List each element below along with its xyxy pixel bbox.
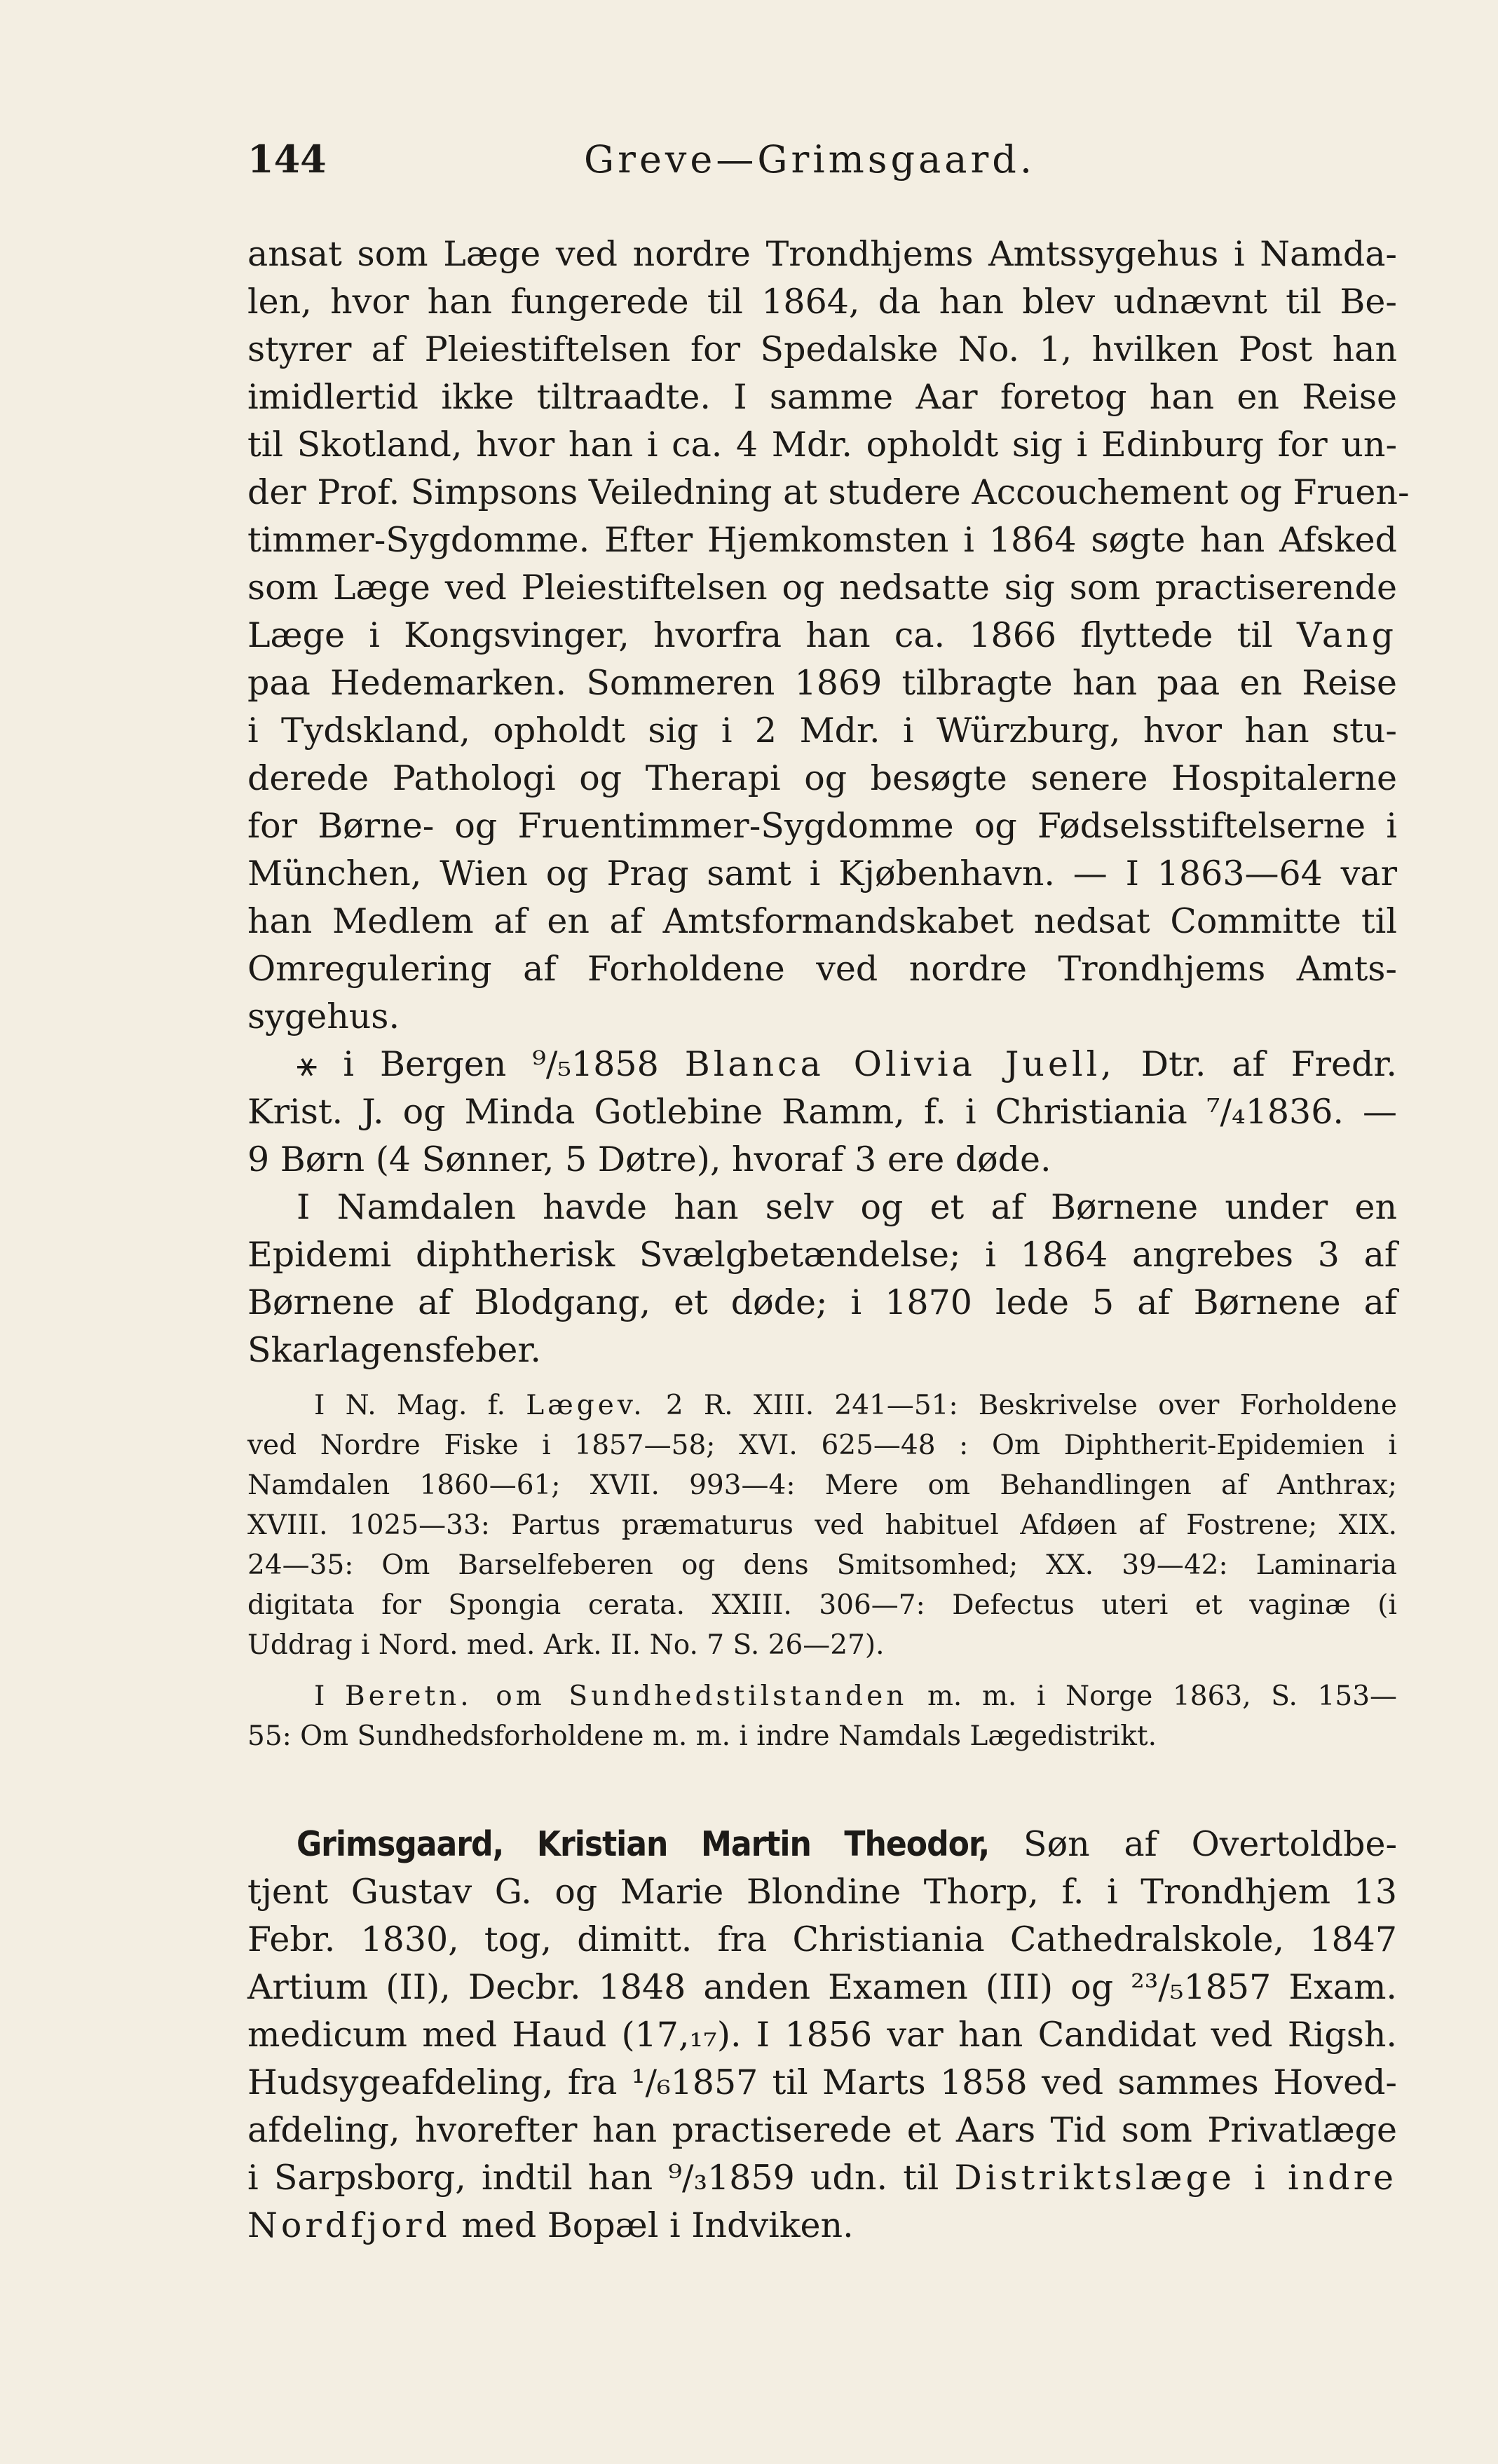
paragraph-marriage	[247, 1041, 1397, 1184]
text-line: Omregulering af Forholdene ved nordre Trondhjems Amts-	[247, 949, 1397, 989]
text-line: for Børne- og Fruentimmer-Sygdomme og Fødselsstiftelserne i	[247, 806, 1397, 846]
page-header	[247, 137, 1397, 182]
text-line: Hudsygeafdeling, fra ¹/₆1857 til Marts 1858 ved sammes Hoved-	[247, 2062, 1397, 2102]
text-line: Febr. 1830, tog, dimitt. fra Christiania Cathedralskole, 1847	[247, 1919, 1397, 1959]
running-head: Greve—Grimsgaard.	[584, 137, 1036, 182]
text-line: Skarlagensfeber.	[247, 1330, 541, 1370]
text-line: imidlertid ikke tiltraadte. I samme Aar foretog han en Reise	[247, 377, 1397, 417]
text-line: Børnene af Blodgang, et døde; i 1870 lede 5 af Børnene af	[247, 1282, 1397, 1322]
reference-line	[247, 1676, 1397, 1716]
text-line: medicum med Haud (17,₁₇). I 1856 var han Candidat ved Rigsh.	[247, 2015, 1397, 2055]
text-line: styrer af Pleiestiftelsen for Spedalske No. 1, hvilken Post han	[247, 329, 1397, 369]
text-line	[247, 1821, 1397, 1868]
entry-grimsgaard	[247, 1821, 1397, 2250]
spacer	[247, 1374, 1397, 1385]
reference-line: ved Nordre Fiske i 1857—58; XVI. 625—48 : Om Diphtherit-Epidemien i	[247, 1430, 1397, 1461]
spacer	[247, 1756, 1397, 1821]
marriage-symbol: ⚹	[297, 1044, 318, 1084]
report-title: Beretn. om Sundhedstilstanden	[345, 1681, 908, 1712]
ref-text: I	[314, 1681, 325, 1712]
text-line: len, hvor han fungerede til 1864, da han blev udnævnt til Be-	[247, 282, 1397, 322]
text-line: paa Hedemarken. Sommeren 1869 tilbragte han paa en Reise	[247, 663, 1397, 703]
reference-line: 24—35: Om Barselfeberen og dens Smitsomhed; XX. 39—42: Laminaria	[247, 1549, 1397, 1581]
text-line	[247, 1041, 1397, 1088]
spouse-name: Blanca Olivia Juell,	[684, 1044, 1115, 1084]
text-line: München, Wien og Prag samt i Kjøbenhavn. — I 1863—64 var	[247, 854, 1397, 894]
text-line: der Prof. Simpsons Veiledning at studere Accouchement og Fruen-	[247, 472, 1410, 512]
line-text: i Bergen	[343, 1044, 507, 1084]
line-text: Læge i Kongsvinger, hvorfra han ca. 1866 flyttede til	[247, 615, 1273, 655]
text-line: 9 Børn (4 Sønner, 5 Døtre), hvoraf 3 ere døde.	[247, 1139, 1051, 1179]
marriage-date: ⁹/₅1858	[532, 1044, 659, 1084]
office-title: Distriktslæge i indre	[954, 2158, 1397, 2198]
text-line	[247, 2202, 1397, 2250]
entry-heading-name: Grimsgaard, Kristian Martin Theodor,	[297, 1824, 990, 1864]
page-number: 144	[247, 137, 327, 182]
line-text: Søn af Overtoldbe-	[1023, 1824, 1397, 1864]
text-line: timmer-Sygdomme. Efter Hjemkomsten i 1864 søgte han Afsked	[247, 520, 1397, 560]
reference-line: digitata for Spongia cerata. XXIII. 306—7: Defectus uteri et vaginæ (i	[247, 1589, 1397, 1621]
text-line: derede Pathologi og Therapi og besøgte senere Hospitalerne	[247, 758, 1397, 798]
spacer	[247, 1665, 1397, 1676]
text-line: ansat som Læge ved nordre Trondhjems Amtssygehus i Namda-	[247, 234, 1397, 274]
reference-line	[247, 1385, 1397, 1425]
reference-line: Uddrag i Nord. med. Ark. II. No. 7 S. 26—27).	[247, 1629, 885, 1661]
text-line: til Skotland, hvor han i ca. 4 Mdr. opholdt sig i Edinburg for un-	[247, 425, 1397, 465]
ref-text: m. m. i Norge 1863, S. 153—	[927, 1681, 1398, 1712]
text-line	[247, 2154, 1397, 2202]
text-line: sygehus.	[247, 997, 400, 1036]
line-text: i Sarpsborg, indtil han ⁹/₃1859 udn. til	[247, 2158, 939, 2198]
paragraph-epidemic	[247, 1184, 1397, 1374]
reference-line: XVIII. 1025—33: Partus præmaturus ved habituel Afdøen af Fostrene; XIX.	[247, 1510, 1397, 1541]
references-reports	[247, 1676, 1397, 1756]
text-line: i Tydskland, opholdt sig i 2 Mdr. i Würzburg, hvor han stu-	[247, 711, 1397, 751]
ref-text: 2 R. XIII. 241—51: Beskrivelse over Forholdene	[665, 1390, 1397, 1421]
text-block	[247, 137, 1410, 2250]
text-line: Epidemi diphtherisk Svælgbetændelse; i 1864 angrebes 3 af	[247, 1235, 1397, 1275]
reference-line: 55: Om Sundhedsforholdene m. m. i indre Namdals Lægedistrikt.	[247, 1720, 1157, 1752]
references-publications	[247, 1385, 1397, 1665]
place-name: Nordfjord	[247, 2205, 451, 2245]
text-line: I Namdalen havde han selv og et af Børnene under en	[297, 1187, 1397, 1227]
reference-line: Namdalen 1860—61; XVII. 993—4: Mere om Behandlingen af Anthrax;	[247, 1470, 1397, 1501]
line-text: Dtr. af Fredr.	[1140, 1044, 1398, 1084]
text-line	[247, 612, 1397, 659]
text-line: han Medlem af en af Amtsformandskabet nedsat Committe til	[247, 901, 1397, 941]
line-text: med Bopæl i Indviken.	[461, 2205, 854, 2245]
ref-text: I N. Mag. f.	[314, 1390, 506, 1421]
paragraph-career	[247, 231, 1410, 1041]
place-name: Vang	[1296, 615, 1397, 655]
text-line: afdeling, hvorefter han practiserede et Aars Tid som Privatlæge	[247, 2110, 1397, 2150]
text-line: Artium (II), Decbr. 1848 anden Examen (III) og ²³/₅1857 Exam.	[247, 1967, 1397, 2007]
text-line: tjent Gustav G. og Marie Blondine Thorp, f. i Trondhjem 13	[247, 1872, 1397, 1912]
text-line: Krist. J. og Minda Gotlebine Ramm, f. i Christiania ⁷/₄1836. —	[247, 1092, 1397, 1132]
text-line: som Læge ved Pleiestiftelsen og nedsatte sig som practiserende	[247, 568, 1397, 608]
journal-name: Lægev.	[526, 1390, 646, 1421]
